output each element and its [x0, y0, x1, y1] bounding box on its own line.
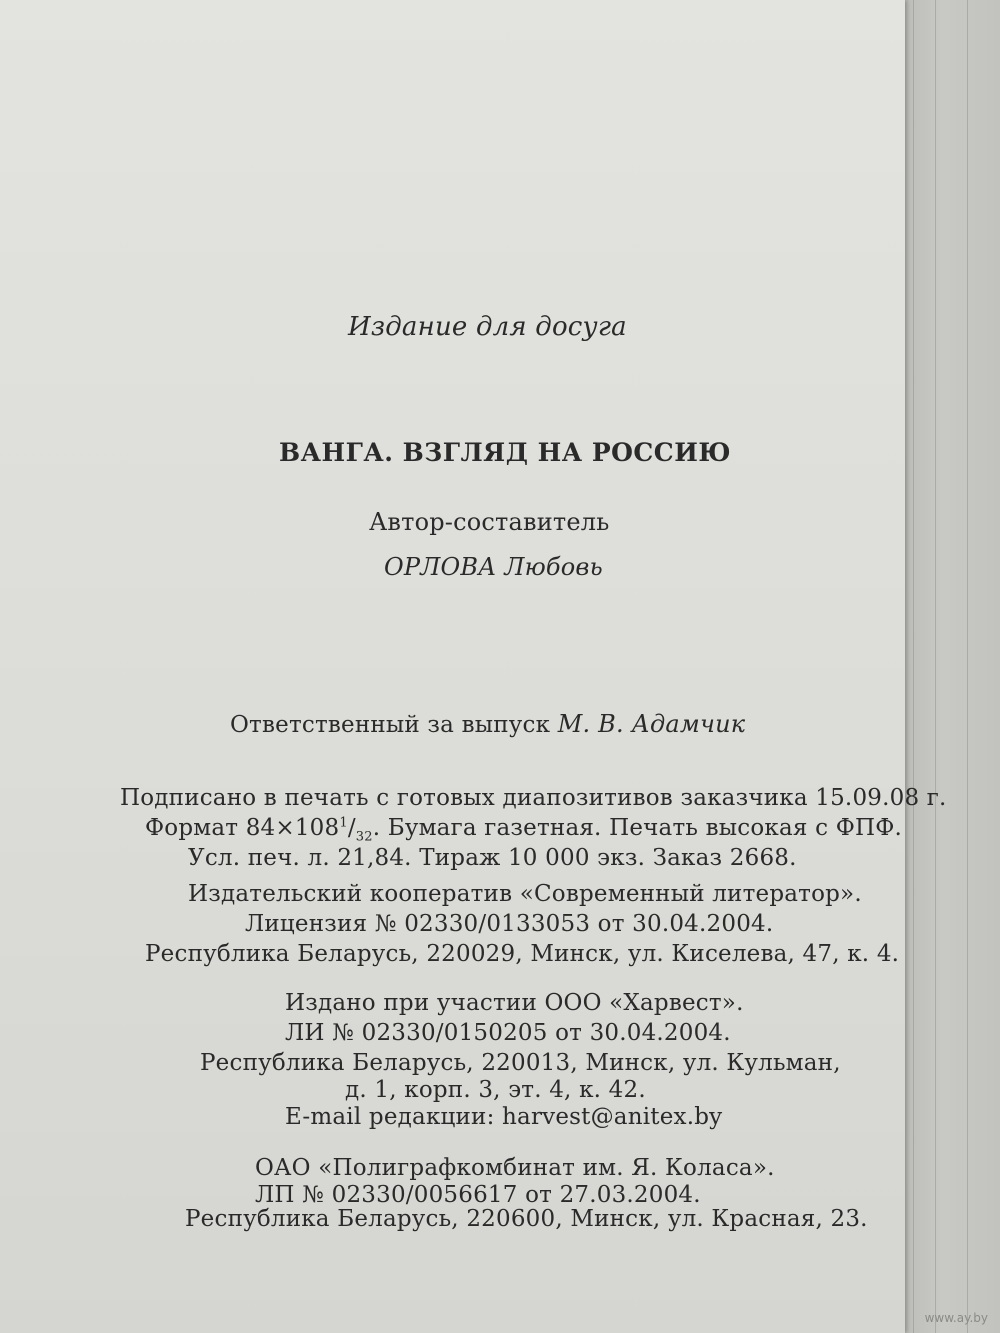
partner-name: Издано при участии ООО «Харвест».	[285, 990, 744, 1016]
print-format: Формат $84\times 108^1/_{32}$. Бумага газетная. Печать высокая с ФПФ.	[145, 815, 903, 845]
author-role: Автор-составитель	[369, 508, 610, 536]
print-sheets: Усл. печ. л. 21,84. Тираж 10 000 экз. Заказ 2668.	[188, 845, 797, 871]
publisher-name: Издательский кооператив «Современный литератор».	[188, 881, 862, 907]
page-edge	[905, 0, 1000, 1333]
partner-license: ЛИ № 02330/0150205 от 30.04.2004.	[285, 1020, 731, 1046]
partner-address: Республика Беларусь, 220013, Минск, ул. Кульман,	[200, 1050, 841, 1076]
edition-note: Издание для досуга	[348, 312, 627, 342]
responsible-label: Ответственный за выпуск	[230, 712, 551, 738]
author-name: ОРЛОВА Любовь	[384, 553, 603, 581]
publisher-address: Республика Беларусь, 220029, Минск, ул. Киселева, 47, к. 4.	[145, 941, 900, 967]
print-format-rest: . Бумага газетная. Печать высокая с ФПФ.	[372, 815, 903, 841]
responsible-line	[230, 710, 745, 738]
printer-license: ЛП № 02330/0056617 от 27.03.2004.	[255, 1182, 701, 1208]
page-edge-line	[935, 0, 936, 1333]
publisher-license: Лицензия № 02330/0133053 от 30.04.2004.	[245, 911, 774, 937]
book-title: ВАНГА. ВЗГЛЯД НА РОССИЮ	[279, 438, 732, 467]
print-format-prefix: Формат 84×108	[145, 815, 340, 841]
print-signed: Подписано в печать с готовых диапозитивов заказчика 15.09.08 г.	[120, 785, 947, 811]
partner-address-2: д. 1, корп. 3, эт. 4, к. 42.	[345, 1077, 646, 1103]
page-edge-line	[913, 0, 914, 1333]
watermark: www.ay.by	[924, 1311, 988, 1325]
responsible-name: М. В. Адамчик	[557, 710, 746, 738]
print-format-sup: 1	[339, 815, 348, 831]
page-edge-line	[967, 0, 968, 1333]
printer-address: Республика Беларусь, 220600, Минск, ул. Красная, 23.	[185, 1206, 868, 1232]
printer-name: ОАО «Полиграфкомбинат им. Я. Коласа».	[255, 1155, 775, 1181]
partner-email: E-mail редакции: harvest@anitex.by	[285, 1104, 723, 1130]
print-format-sub: 32	[355, 829, 373, 845]
